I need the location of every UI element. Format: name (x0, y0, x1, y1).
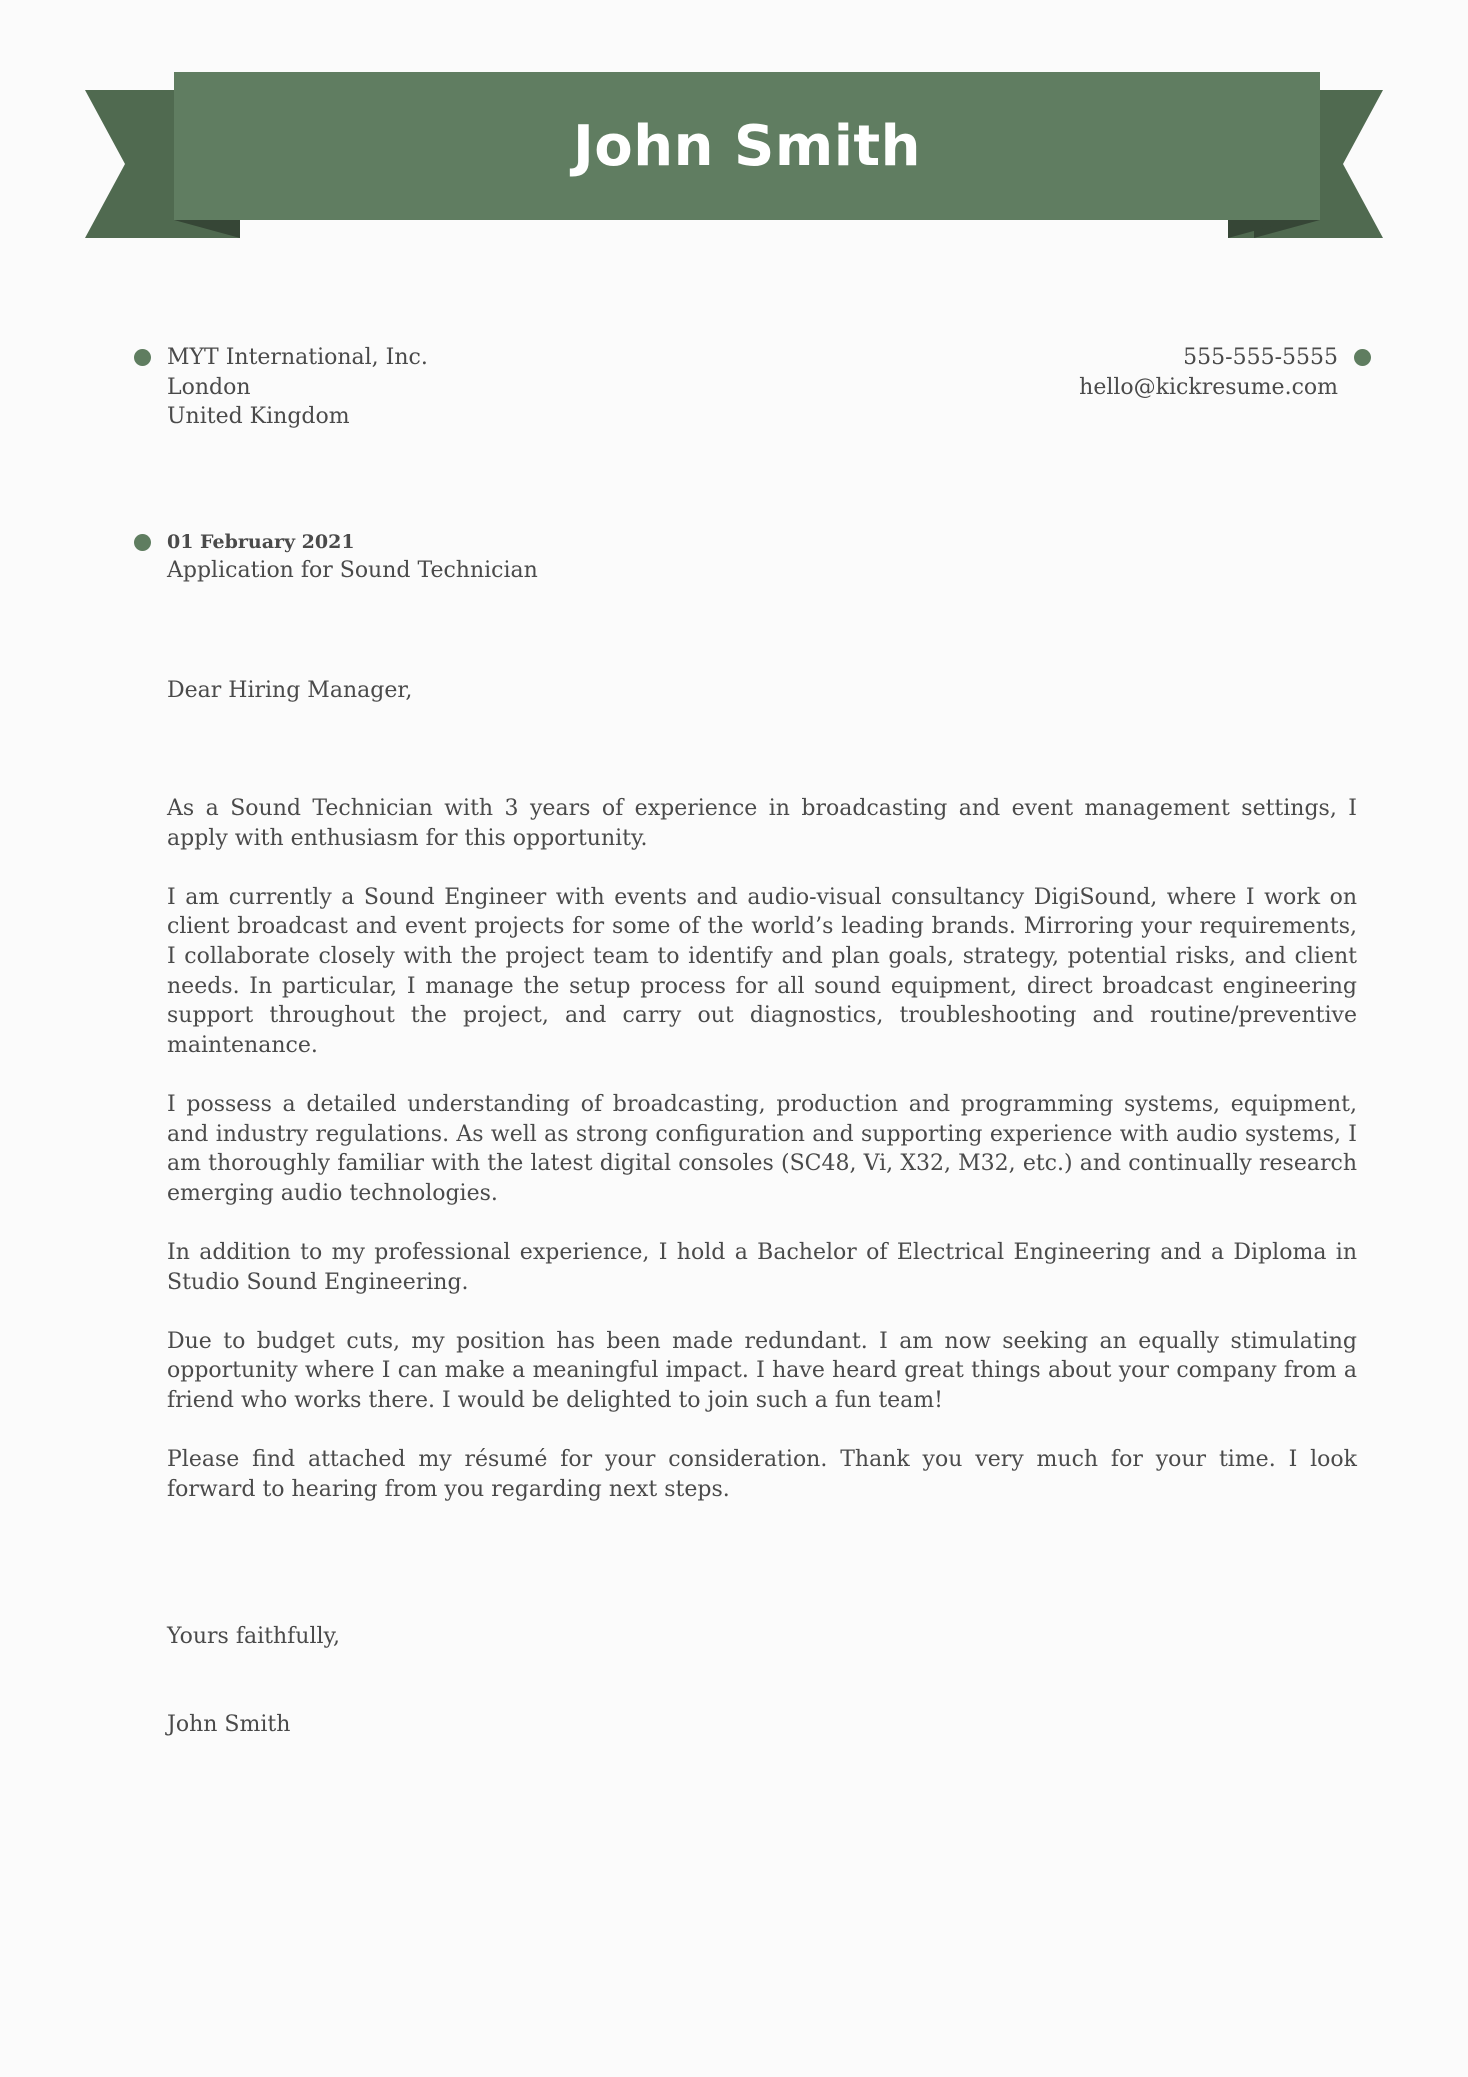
closing: Yours faithfully, (167, 1624, 341, 1649)
body-paragraph: As a Sound Technician with 3 years of experience in broadcasting and event management settings, I apply with enthusiasm for this opportunity. (167, 796, 1357, 851)
applicant-name: John Smith (572, 113, 922, 179)
letter-date: 01 February 2021 (167, 531, 355, 553)
salutation: Dear Hiring Manager, (167, 678, 413, 703)
recipient-bullet-icon (134, 349, 151, 366)
recipient-company: MYT International, Inc. (167, 345, 428, 370)
body-paragraph: Due to budget cuts, my position has been made redundant. I am now seeking an equally stimulating opportunity where I can make a meaningful impact. I have heard great things about your company from a friend who works there. I would be delighted to join such a fun team! (167, 1328, 1357, 1413)
body-paragraph: I possess a detailed understanding of broadcasting, production and programming systems, equipment, and industry regulations. As well as strong configuration and supporting experience with audio systems, I am thoroughly familiar with the latest digital consoles (SC48, Vi, X32, M32, etc.) and continually research emerging audio technologies. (167, 1091, 1357, 1206)
recipient-country: United Kingdom (167, 404, 350, 429)
signature: John Smith (167, 1712, 291, 1737)
header-banner (0, 0, 1468, 260)
sender-contact (1079, 343, 1338, 402)
phone-number: 555-555-5555 (1183, 345, 1338, 370)
letter-meta (167, 529, 538, 586)
recipient-city: London (167, 374, 251, 400)
contact-bullet-icon (1354, 349, 1371, 366)
email-address: hello@kickresume.com (1079, 374, 1338, 400)
date-bullet-icon (134, 534, 151, 551)
letter-body (167, 794, 1357, 1534)
letter-subject: Application for Sound Technician (167, 558, 538, 583)
body-paragraph: In addition to my professional experience, I hold a Bachelor of Electrical Engineering and a Diploma in Studio Sound Engineering. (167, 1239, 1357, 1295)
recipient-address (167, 343, 428, 432)
body-paragraph: I am currently a Sound Engineer with events and audio-visual consultancy DigiSound, where I work on client broadcast and event projects for some of the world’s leading brands. Mirroring your requirements, I collaborate closely with the project team to identify and plan goals, strategy, potential risks, and client needs. In particular, I manage the setup process for all sound equipment, direct broadcast engineering support throughout the project, and carry out diagnostics, troubleshooting and routine/preventive maintenance. (167, 884, 1357, 1058)
body-paragraph: Please find attached my résumé for your consideration. Thank you very much for your time. I look forward to hearing from you regarding next steps. (167, 1447, 1357, 1502)
